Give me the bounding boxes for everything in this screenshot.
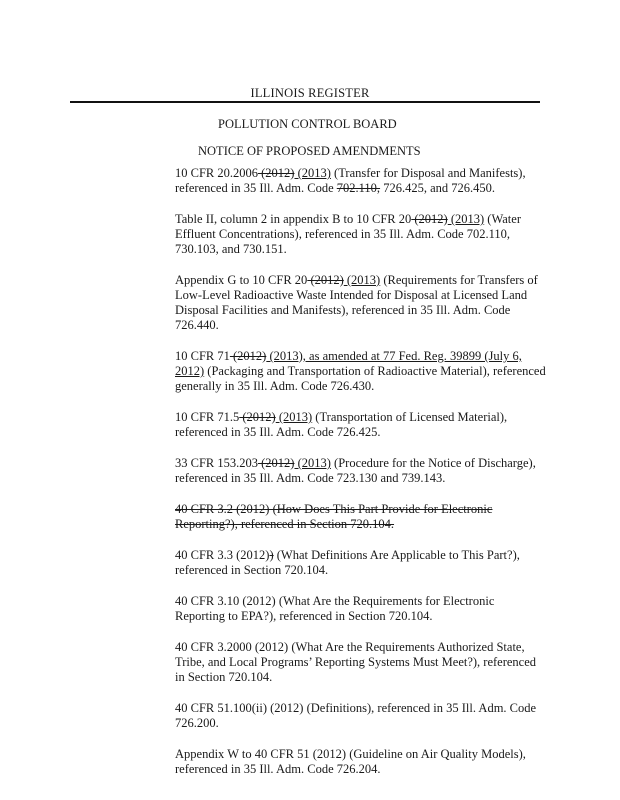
deleted-text: ) xyxy=(269,548,274,562)
reference-text: Appendix G to 10 CFR 20 xyxy=(175,273,308,287)
reference-text: and 726.450. xyxy=(426,181,495,195)
inserted-text: (2013) xyxy=(343,273,381,287)
deleted-text: (2012) xyxy=(239,410,276,424)
reference-paragraph xyxy=(175,701,547,731)
header-rule xyxy=(70,101,540,103)
inserted-text: (2013) xyxy=(447,212,485,226)
deleted-text: (2012) xyxy=(411,212,448,226)
reference-text: (Transfer for Disposal and Manifests), referenced in 35 Ill. Adm. Code xyxy=(175,166,526,195)
inserted-text: (2013), as amended at 77 Fed. Reg. 39899 (July 6, 2012) xyxy=(175,349,522,378)
reference-paragraph xyxy=(175,456,547,486)
reference-paragraph xyxy=(175,502,547,532)
deleted-text: (2012) xyxy=(307,273,344,287)
reference-text: 33 CFR 153.203 xyxy=(175,456,259,470)
reference-text: (Transportation of Licensed Material), referenced in 35 Ill. Adm. Code 726.425. xyxy=(175,410,508,439)
register-title: ILLINOIS REGISTER xyxy=(250,86,370,100)
reference-text: (Water Effluent Concentrations), referenced in 35 Ill. Adm. Code 702.110, 730.103, and 730.151. xyxy=(175,212,521,256)
reference-text: (Procedure for the Notice of Discharge), referenced in 35 Ill. Adm. Code 723.130 and 739.143. xyxy=(175,456,536,485)
deleted-text: 702.110, xyxy=(336,181,381,195)
reference-paragraph xyxy=(175,548,547,578)
inserted-text: (2013) xyxy=(275,410,313,424)
reference-paragraph xyxy=(175,640,547,685)
reference-paragraph xyxy=(175,594,547,624)
reference-text: (Requirements for Transfers of Low-Level Radioactive Waste Intended for Disposal at Licensed Land Disposal Facilities and Manifests), referenced in 35 Ill. Adm. Code 726.440. xyxy=(175,273,538,332)
inserted-text: (2013) xyxy=(294,456,331,470)
inserted-text: (2013) xyxy=(294,166,331,180)
reference-text: 10 CFR 20.2006 xyxy=(175,166,259,180)
reference-text: 40 CFR 3.2000 (2012) (What Are the Requirements Authorized State, Tribe, and Local Programs’ Reporting Systems Must Meet?), referenced in Section 720.104. xyxy=(175,640,537,684)
reference-paragraph xyxy=(175,212,547,257)
reference-text: 10 CFR 71 xyxy=(175,349,230,363)
notice-title: NOTICE OF PROPOSED AMENDMENTS xyxy=(198,144,421,158)
reference-paragraph xyxy=(175,410,547,440)
reference-paragraph xyxy=(175,747,547,777)
reference-text: Appendix W to 40 CFR 51 (2012) (Guideline on Air Quality Models), referenced in 35 Ill. Adm. Code 726.204. xyxy=(175,747,526,776)
reference-text: 726.425, xyxy=(380,181,427,195)
deleted-text: (2012) xyxy=(258,456,295,470)
reference-text: (Packaging and Transportation of Radioactive Material), referenced generally in 35 Ill. Adm. Code 726.430. xyxy=(175,364,546,393)
reference-paragraph xyxy=(175,166,547,196)
reference-text: 10 CFR 71.5 xyxy=(175,410,240,424)
reference-list xyxy=(175,166,547,793)
board-name: POLLUTION CONTROL BOARD xyxy=(218,117,397,131)
reference-paragraph xyxy=(175,349,547,394)
reference-text: 40 CFR 51.100(ii) (2012) (Definitions), referenced in 35 Ill. Adm. Code 726.200. xyxy=(175,701,537,730)
reference-text: 40 CFR 3.3 (2012) xyxy=(175,548,270,562)
reference-paragraph xyxy=(175,273,547,333)
reference-text: (What Definitions Are Applicable to This Part?), referenced in Section 720.104. xyxy=(175,548,520,577)
deleted-text: (2012) xyxy=(229,349,267,363)
deleted-text: 40 CFR 3.2 (2012) (How Does This Part Provide for Electronic Reporting?), referenced in Section 720.104. xyxy=(175,502,493,531)
deleted-text: (2012) xyxy=(258,166,295,180)
reference-text: Table II, column 2 in appendix B to 10 CFR 20 xyxy=(175,212,412,226)
reference-text: 40 CFR 3.10 (2012) (What Are the Requirements for Electronic Reporting to EPA?), referenced in Section 720.104. xyxy=(175,594,495,623)
